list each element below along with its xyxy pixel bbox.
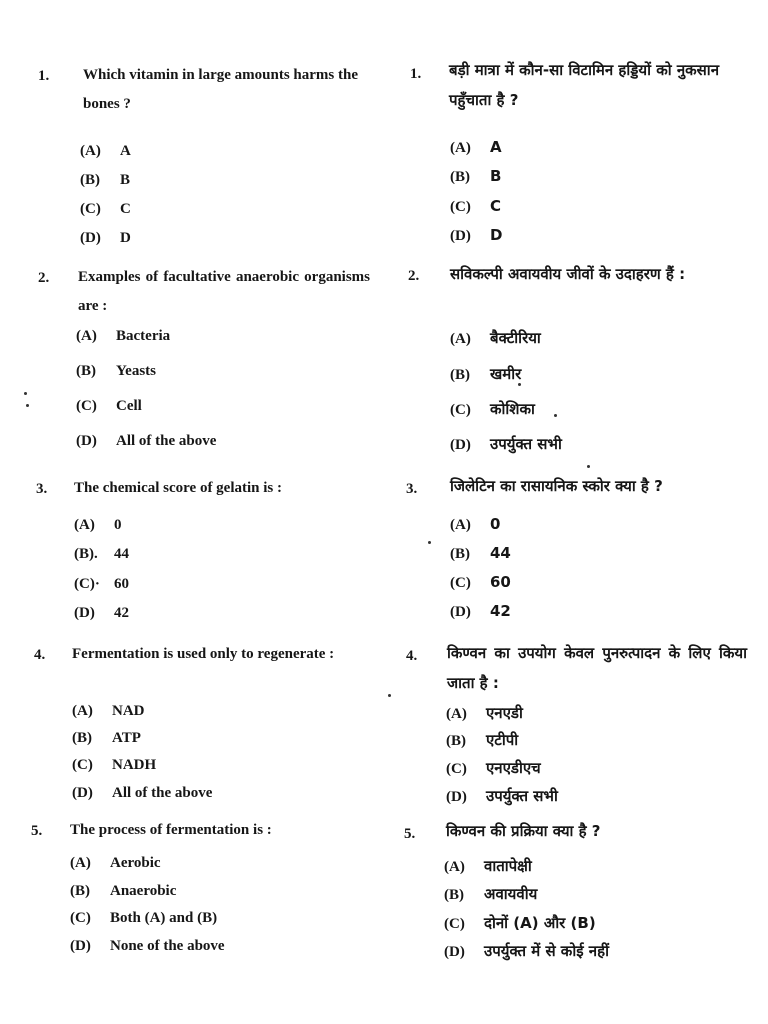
option-c (450, 197, 501, 216)
option-text: None of the above (110, 938, 225, 954)
option-text: वातापेक्षी (484, 857, 532, 875)
option-a (76, 328, 170, 345)
option-text: Both (A) and (B) (110, 910, 218, 926)
question-number: 3. (36, 481, 48, 497)
option-label: (C) (446, 761, 467, 777)
question-text: Examples of facultative anaerobic organisms are : (78, 269, 370, 314)
option-text: एटीपी (486, 731, 519, 749)
option-text: कोशिका (490, 400, 535, 418)
option-text: दोनों (A) और (B) (484, 914, 596, 932)
option-label: (A) (76, 328, 97, 344)
option-label: (B) (450, 546, 470, 562)
question-text: The process of fermentation is : (70, 822, 272, 838)
option-a (70, 855, 161, 872)
option-text: 42 (114, 605, 129, 621)
option-text: D (120, 230, 131, 246)
question-number: 4. (34, 647, 46, 663)
option-label: (A) (446, 706, 467, 722)
option-text: उपर्युक्त सभी (490, 435, 562, 453)
option-label: (D) (450, 604, 471, 620)
option-text: 44 (114, 546, 129, 562)
question-number: 3. (406, 481, 418, 497)
option-text: उपर्युक्त सभी (486, 787, 558, 805)
option-d (444, 941, 609, 961)
option-label: (B) (444, 887, 464, 903)
option-c (444, 913, 596, 933)
option-c (74, 576, 129, 593)
question-text: The chemical score of gelatin is : (74, 480, 283, 496)
option-text: 44 (490, 544, 511, 562)
option-label: (C) (76, 398, 97, 414)
option-text: बैक्टीरिया (490, 329, 541, 347)
question-text: सविकल्पी अवायवीय जीवों के उदाहरण हैं : (450, 265, 686, 283)
option-c (72, 757, 156, 774)
scan-speck (388, 694, 391, 697)
option-text: उपर्युक्त में से कोई नहीं (484, 942, 609, 960)
option-label: (C) (444, 916, 465, 932)
option-a (74, 517, 122, 534)
question-number: 1. (410, 66, 422, 82)
option-text: Aerobic (110, 855, 161, 871)
option-a (450, 515, 500, 534)
option-text: Cell (116, 398, 142, 414)
option-b (446, 730, 518, 750)
option-c (446, 758, 541, 778)
option-c (70, 910, 217, 927)
scan-speck (587, 465, 590, 468)
option-text: 60 (114, 576, 129, 592)
option-text: Anaerobic (110, 883, 177, 899)
option-b (444, 884, 537, 904)
option-label: (B) (76, 363, 96, 379)
option-b (80, 172, 130, 189)
option-text: NAD (112, 703, 145, 719)
option-d (450, 602, 511, 621)
option-label: (D) (450, 437, 471, 453)
option-label: (A) (74, 517, 95, 533)
option-label: (B) (450, 367, 470, 383)
question-number: 4. (406, 648, 418, 664)
option-text: ATP (112, 730, 141, 746)
scan-speck (24, 392, 27, 395)
option-text: 0 (114, 517, 122, 533)
option-label: (B) (70, 883, 90, 899)
option-label: (B) (72, 730, 92, 746)
option-label: (A) (72, 703, 93, 719)
option-d (72, 785, 212, 802)
option-c (76, 398, 142, 415)
option-b (450, 544, 511, 563)
option-label: (C)· (74, 576, 100, 592)
option-label: (C) (72, 757, 93, 773)
option-text: Yeasts (116, 363, 156, 379)
option-label: (D) (446, 789, 467, 805)
question-text: जिलेटिन का रासायनिक स्कोर क्या है ? (450, 477, 663, 495)
option-b (72, 730, 141, 747)
option-d (446, 786, 558, 806)
option-text: एनएडीएच (486, 759, 541, 777)
option-label: (C) (450, 575, 471, 591)
option-b (76, 363, 156, 380)
option-label: (A) (70, 855, 91, 871)
option-text: खमीर (490, 365, 522, 383)
question-number: 2. (408, 268, 420, 284)
option-d (450, 226, 502, 245)
option-label: (D) (76, 433, 97, 449)
scan-speck (428, 541, 431, 544)
option-label: (A) (444, 859, 465, 875)
option-b (450, 167, 501, 186)
option-text: अवायवीय (484, 885, 538, 903)
option-b (70, 883, 176, 900)
option-label: (D) (444, 944, 465, 960)
option-c (80, 201, 131, 218)
option-a (450, 138, 502, 157)
option-label: (D) (72, 785, 93, 801)
option-d (76, 433, 216, 450)
question-number: 5. (31, 823, 43, 839)
option-label: (B). (74, 546, 98, 562)
option-label: (D) (80, 230, 101, 246)
option-label: (D) (70, 938, 91, 954)
option-c (450, 573, 511, 592)
option-label: (A) (80, 143, 101, 159)
option-a (450, 328, 541, 348)
option-text: All of the above (116, 433, 217, 449)
option-a (444, 856, 532, 876)
scan-speck (26, 404, 29, 407)
question-text: किण्वन की प्रक्रिया क्या है ? (446, 822, 601, 840)
option-text: A (120, 143, 131, 159)
option-text: B (120, 172, 131, 188)
option-label: (B) (450, 169, 470, 185)
scan-speck (518, 383, 521, 386)
option-c (450, 399, 535, 419)
option-text: C (120, 201, 131, 217)
option-label: (B) (80, 172, 100, 188)
option-a (72, 703, 145, 720)
option-d (80, 230, 131, 247)
option-text: Bacteria (116, 328, 171, 344)
option-a (80, 143, 131, 160)
option-label: (D) (74, 605, 95, 621)
option-label: (A) (450, 140, 471, 156)
option-b (450, 364, 521, 384)
question-number: 5. (404, 826, 416, 842)
scan-speck (554, 414, 557, 417)
option-label: (C) (450, 199, 471, 215)
question-text: बड़ी मात्रा में कौन-सा विटामिन हड्डियों को नुकसान पहुँचाता है ? (449, 61, 720, 109)
option-label: (C) (80, 201, 101, 217)
option-label: (A) (450, 517, 471, 533)
option-b (74, 546, 129, 563)
option-label: (C) (450, 402, 471, 418)
option-label: (D) (450, 228, 471, 244)
question-text: Fermentation is used only to regenerate : (72, 646, 335, 662)
question-number: 1. (38, 68, 50, 84)
option-label: (A) (450, 331, 471, 347)
question-number: 2. (38, 270, 50, 286)
option-label: (B) (446, 733, 466, 749)
option-text: All of the above (112, 785, 213, 801)
question-text: किण्वन का उपयोग केवल पुनरुत्पादन के लिए किया जाता है : (447, 644, 747, 692)
question-text: Which vitamin in large amounts harms the bones ? (83, 67, 359, 112)
option-text: एनएडी (486, 704, 523, 722)
option-text: D (490, 226, 503, 244)
option-text: 60 (490, 573, 511, 591)
option-text: C (490, 197, 502, 215)
option-text: NADH (112, 757, 157, 773)
option-d (70, 938, 225, 955)
option-text: A (490, 138, 502, 156)
option-text: 0 (490, 515, 501, 533)
option-text: B (490, 167, 502, 185)
option-label: (C) (70, 910, 91, 926)
option-d (74, 605, 129, 622)
option-a (446, 703, 523, 723)
option-d (450, 434, 562, 454)
option-text: 42 (490, 602, 511, 620)
